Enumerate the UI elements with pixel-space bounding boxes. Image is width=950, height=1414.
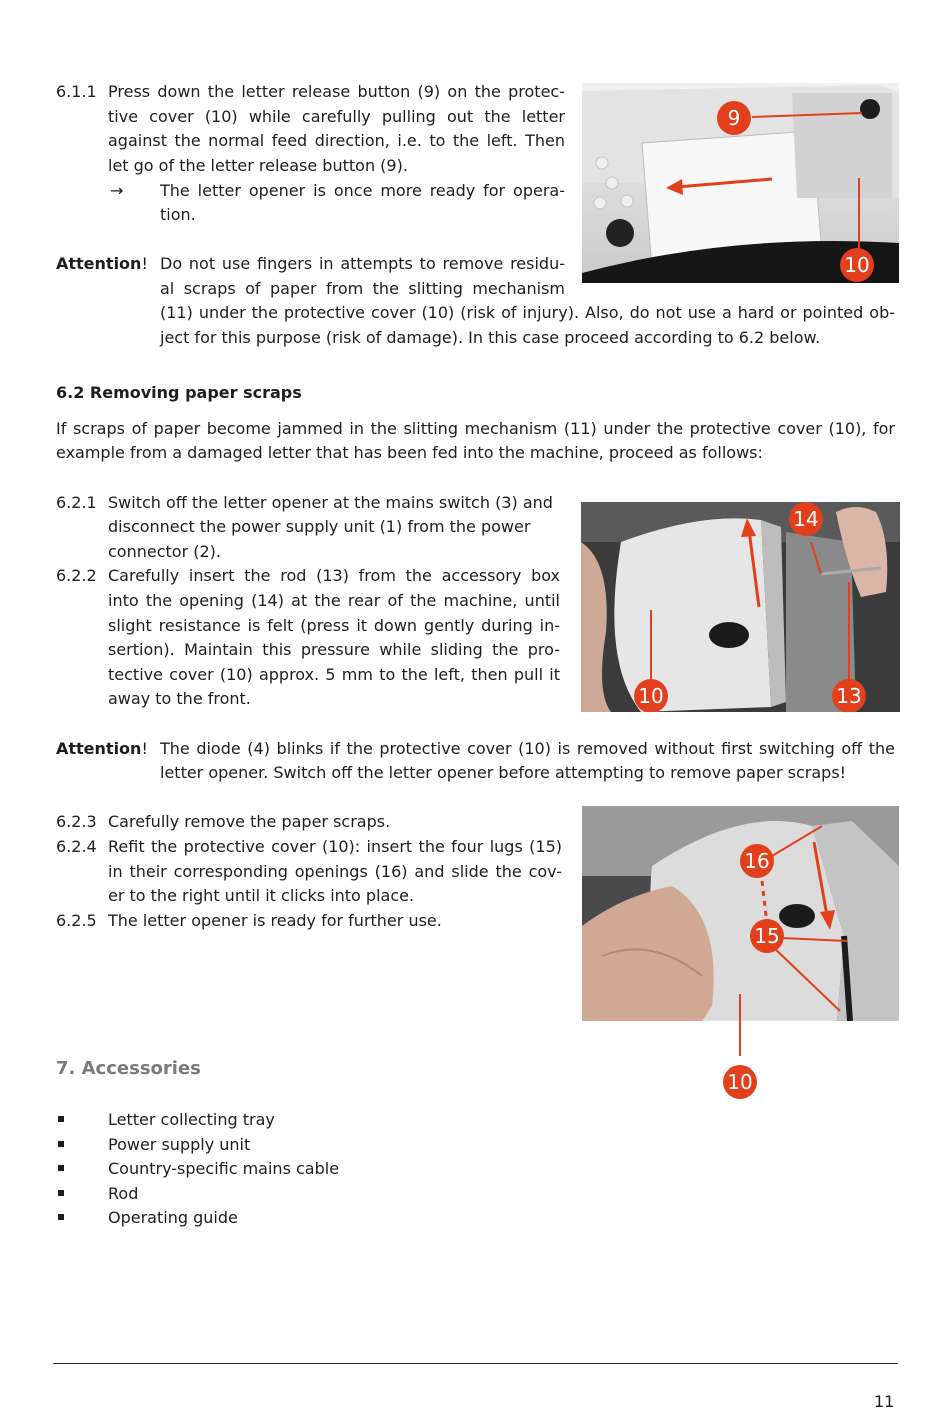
step-number-6-2-5: 6.2.5 — [56, 911, 97, 930]
step-6-2-4-line-2: in their corresponding openings (16) and slide the cov- — [108, 862, 562, 881]
bullet-icon — [58, 1165, 64, 1171]
page-number: 11 — [874, 1392, 895, 1411]
accessory-item: Operating guide — [108, 1208, 238, 1227]
step-6-1-1-result-line-1: The letter opener is once more ready for opera- — [160, 181, 565, 200]
step-6-2-2-line-3: slight resistance is felt (press it down gently during in- — [108, 616, 560, 635]
step-number-6-2-2: 6.2.2 — [56, 566, 97, 585]
step-6-1-1-result-line-2: tion. — [160, 205, 196, 224]
callout-9: 9 — [717, 101, 751, 135]
callout-10: 10 — [840, 248, 874, 282]
callout-16: 16 — [740, 844, 774, 878]
step-6-1-1-line-1: Press down the letter release button (9) on the protec- — [108, 82, 565, 101]
step-number-6-2-1: 6.2.1 — [56, 493, 97, 512]
callout-10: 10 — [634, 679, 668, 712]
attention-label-1: Attention! — [56, 254, 148, 273]
callout-15: 15 — [750, 919, 784, 953]
accessory-item: Letter collecting tray — [108, 1110, 275, 1129]
step-6-2-2-line-4: sertion). Maintain this pressure while sliding the pro- — [108, 640, 560, 659]
accessory-item: Country-specific mains cable — [108, 1159, 340, 1178]
callout-10-leader — [582, 994, 899, 1074]
photo-rod-insertion — [581, 502, 900, 712]
step-6-2-2-line-6: away to the front. — [108, 689, 251, 708]
attention-2-line-2: letter opener. Switch off the letter opener before attempting to remove paper scraps! — [160, 763, 847, 782]
attention-2-line-1: The diode (4) blinks if the protective cover (10) is removed without first switching off the — [160, 739, 895, 758]
step-6-2-1-line-1: Switch off the letter opener at the mains switch (3) and — [108, 493, 553, 512]
attention-1-line-2: al scraps of paper from the slitting mechanism — [160, 279, 565, 298]
bullet-icon — [58, 1190, 64, 1196]
footer-divider — [53, 1363, 898, 1364]
accessory-item: Rod — [108, 1184, 139, 1203]
step-6-2-2-line-5: tective cover (10) approx. 5 mm to the left, then pull it — [108, 665, 560, 684]
section-6-2-intro-line-1: If scraps of paper become jammed in the slitting mechanism (11) under the protective cover (10), for — [56, 419, 895, 438]
callout-10: 10 — [723, 1065, 757, 1099]
callout-13: 13 — [832, 679, 866, 712]
step-number-6-2-4: 6.2.4 — [56, 837, 97, 856]
accessory-item: Power supply unit — [108, 1135, 251, 1154]
step-6-1-1-line-3: against the normal feed direction, i.e. to the left. Then — [108, 131, 565, 150]
step-6-2-3-text: Carefully remove the paper scraps. — [108, 812, 391, 831]
section-heading-6-2: 6.2 Removing paper scraps — [56, 383, 302, 402]
section-6-2-intro-line-2: example from a damaged letter that has been fed into the machine, proceed as follows: — [56, 443, 763, 462]
photo-refit-cover-drawing — [582, 806, 899, 1021]
step-6-2-5-text: The letter opener is ready for further use. — [108, 911, 442, 930]
step-6-1-1-line-4: let go of the letter release button (9). — [108, 156, 408, 175]
photo-refit-cover — [582, 806, 899, 1094]
attention-1-line-1: Do not use fingers in attempts to remove residu- — [160, 254, 565, 273]
step-number-6-1-1: 6.1.1 — [56, 82, 97, 101]
photo-letter-release — [582, 83, 899, 283]
bullet-icon — [58, 1141, 64, 1147]
attention-label-2: Attention! — [56, 739, 148, 758]
step-6-2-2-line-1: Carefully insert the rod (13) from the accessory box — [108, 566, 560, 585]
callout-14: 14 — [789, 502, 823, 536]
step-number-6-2-3: 6.2.3 — [56, 812, 97, 831]
result-arrow-icon: → — [110, 181, 124, 200]
attention-1-line-4: ject for this purpose (risk of damage). In this case proceed according to 6.2 below. — [160, 328, 821, 347]
attention-1-line-3: (11) under the protective cover (10) (risk of injury). Also, do not use a hard or pointed ob- — [160, 303, 895, 322]
section-heading-accessories: 7. Accessories — [56, 1058, 201, 1079]
step-6-2-4-line-1: Refit the protective cover (10): insert the four lugs (15) — [108, 837, 562, 856]
step-6-1-1-line-2: tive cover (10) while carefully pulling out the letter — [108, 107, 565, 126]
step-6-2-1-line-2: disconnect the power supply unit (1) from the power — [108, 517, 531, 536]
step-6-2-2-line-2: into the opening (14) at the rear of the machine, until — [108, 591, 560, 610]
bullet-icon — [58, 1116, 64, 1122]
step-6-2-1-line-3: connector (2). — [108, 542, 221, 561]
bullet-icon — [58, 1214, 64, 1220]
step-6-2-4-line-3: er to the right until it clicks into place. — [108, 886, 415, 905]
